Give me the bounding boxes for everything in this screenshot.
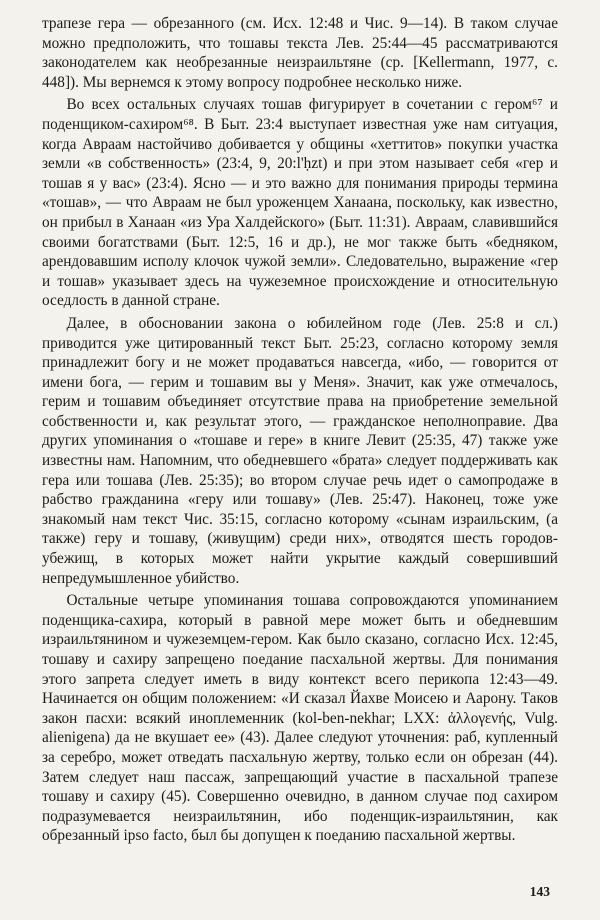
paragraph-3: Далее, в обосновании закона о юбилейном годе (Лев. 25:8 и сл.) приводится уже цитированный текст Быт. 25:23, согласно которому земля принадлежит богу и не может продаваться навсегда, «ибо, — говорится от имени бога, — герим и тошавим вы у Меня». Значит, как уже отмечалось, герим и тошавим объединяет отсутствие права на приобретение земельной собственности и, как результат этого, — гражданское неполноправие. Два других упоминания о «тошаве и гере» в книге Левит (25:35, 47) также уже известны нам. Напомним, что обедневшего «брата» следует поддерживать как гера или тошава (Лев. 25:35); во втором случае речь идет о самопродаже в рабство гражданина «геру или тошаву» (Лев. 25:47). Наконец, тоже уже знакомый нам текст Чис. 35:15, согласно которому «сынам израильским, (а также) геру и тошаву, (живущим) среди них», отводятся шесть городов-убежищ, в которых может найти укрытие каждый совершивший непредумышленное убийство. (42, 314, 558, 587)
paragraph-continued: трапезе гера — обрезанного (см. Исх. 12:48 и Чис. 9—14). В таком случае можно предположить, что тошавы текста Лев. 25:44—45 рассматриваются законодателем как необрезанные неизраильтяне (ср. [Kellermann, 1977, с. 448]). Мы вернемся к этому вопросу подробнее несколько ниже. (42, 15, 558, 91)
paragraph-4: Остальные четыре упоминания тошава сопровождаются упоминанием поденщика-сахира, который в равной мере может быть и обедневшим израильтянином и чужеземцем-гером. Как было сказано, согласно Исх. 12:45, тошаву и сахиру запрещено поедание пасхальной жертвы. Для понимания этого запрета следует иметь в виду контекст всего перикопа 12:43—49. Начинается он общим положением: «И сказал Йахве Моисею и Аарону. Таков закон пасхи: всякий иноплеменник (kol-ben-nekhar; LXX: ἀλλογενής, Vulg. alienigena) да не вкушает ее» (43). Далее следуют уточнения: раб, купленный за серебро, может отведать пасхальную жертву, только если он обрезан (44). Затем следует наш пассаж, запрещающий участие в пасхальной трапезе тошаву и сахиру (45). Совершенно очевидно, в данном случае под сахиром подразумевается неизраильтянин, ибо поденщик-израильтянин, как обрезанный ipso facto, был бы допущен к поеданию пасхальной жертвы. (42, 592, 558, 845)
paragraph-2: Во всех остальных случаях тошав фигурирует в сочетании с гером⁶⁷ и поденщиком-сахиром⁶⁸. В Быт. 23:4 выступает известная уже нам ситуация, когда Авраам настойчиво добивается у общины «хеттитов» покупки участка земли «в собственность» (23:4, 9, 20:l'ḥzt) и при этом называет себя «гер и тошав я у вас» (23:4). Ясно — и это важно для понимания природы термина «тошав», — что Авраам не был уроженцем Ханаана, поскольку, как известно, он прибыл в Ханаан «из Ура Халдейского» (Быт. 11:31). Авраам, славившийся своими богатствами (Быт. 12:5, 16 и др.), не мог также быть «бедняком, арендовавшим исполу клочок чужой земли». Следовательно, выражение «гер и тошав» указывает здесь на чужеземное происхождение и относительную оседлость в данной стране. (42, 96, 558, 310)
page-number: 143 (529, 884, 550, 899)
